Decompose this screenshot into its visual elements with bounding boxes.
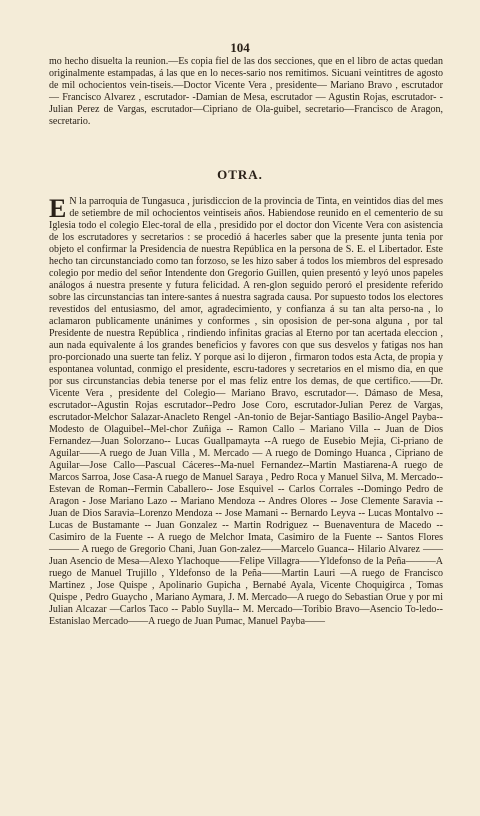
main-paragraph: N la parroquia de Tungasuca , jurisdiccion de la provincia de Tinta, en veintidos dias del mes de setiembre de mil ochocientos veintiseis años. Habiendose reunido en el cementerio de su Iglesia todo el colegio Elec-toral de ella , presidido por el doctor don Vicente Vera con asistencia de los escrutadores y secretarios : se procedió á hacerles saber que la presente junta tenia por objeto el confirmar la Presidencia de nuestra República en la persona de S. E. el Libertador. Este hecho tan circunstanciado como tan forzoso, se les hizo saber á todos los miembros del espresado colegio por medio del señor Intendente don Gregorio Guillen, quien presentó y leyó unos papeles análogos á nuestra presente y futura felicidad. A ren-glon seguido peroró el presidente referido sobre las circunstancias tan intere-santes á nuestra sagrada causa. Por supuesto todos los electores revestidos del entusiasmo, del amor, agradecimiento, y confianza á su tan alta perso-na , lo aclamaron publicamente unánimes y conformes , sin oposision de per-sona alguna , por tal Presidente de nuestra República , rindiendo infinitas gracias al Eterno por tan acertada eleccion , aun nada equivalente á los grandes beneficios y favores con que sus desvelos y fatigas nos han pro-porcionado una suerte tan feliz. Y porque asi lo dijeron , firmaron todos esta Acta, de propia y espontanea voluntad, conmigo el presidente, escru-tadores y secretarios en el mismo dia, en que por sus circunstancias debia tenerse por el mas feliz entre los demas, de que certifico.——Dr. Vicente Vera , presidente del Colegio— Mariano Bravo, escrutador—. Dámaso de Mesa, escrutador--Agustin Rojas escrutador--Pedro Jose Coro, escrutador-Julian Perez de Vargas, escrutador-Melchor Salazar-Anacleto Rengel -An-tonio de Bejar-Santiago Basilio-Angel Payba--Modesto de Olaguibel--Mel-chor Zuñiga -- Ramon Callo – Mariano Villa -- Juan de Dios Fernandez—Juan Solorzano-- Lucas Guallpamayta --A ruego de Eusebio Mejia, Ci-priano de Aguilar——A ruego de Juan Villa , M. Mercado — A ruego de Domingo Huanca , Cipriano de Aguilar—Jose Callo—Pascual Cáceres--Ma-nuel Fernandez--Martin Mastiarena-A ruego de Marcos Sarroa, Jose Casa-A ruego de Manuel Saraya , Pedro Roca y Manuel Silva, M. Mercado--Estevan de Roman--Fermin Caballero-- Jose Esquivel -- Carlos Corrales --Domingo Pedro de Aragon - Jose Mariano Lazo -- Mariano Mendoza -- Andres Olores -- Jose Clemente Saravia -- Juan de Dios Saravia–Lorenzo Mendoza -- Jose Mamani -- Bernardo Leyva -- Lucas Montalvo -- Lucas de Bustamante -- Juan Gonzalez -- Martin Rodriguez -- Buenaventura de Macedo -- Casimiro de la Fuente -- A ruego de Melchor Imata, Casimiro de la Fuente -- Santos Flores ——— A ruego de Gregorio Chani, Juan Gon-zalez——Marcelo Guanca-- Hilario Alvarez ——Juan Asencio de Mesa—Alexo Ylachoque——Felipe Villagra——Yldefonso de la Peña———A ruego de Manuel Trujillo , Yldefonso de la Peña——Martin Lauri —A ruego de Francisco Martinez , Jose Quispe , Apolinario Gupicha , Bernabé Ayala, Vicente Choquigirca , Tomas Quispe , Pedro Guaycho , Mariano Aymara, J. M. Mercado—A ruego do Sebastian Orue y por mi Julian Alcazar —Carlos Taco -- Pablo Suylla-- M. Mercado—Toribio Bravo—Asencio To-ledo-- Estanislao Mercado——A ruego de Juan Pumac, Manuel Payba—— bbox=[49, 196, 443, 627]
page-number: 104 bbox=[230, 40, 250, 55]
main-paragraph-block bbox=[49, 196, 443, 628]
drop-cap: E bbox=[49, 194, 67, 223]
top-paragraph-block bbox=[49, 56, 443, 128]
top-paragraph: mo hecho disuelta la reunion.—Es copia fiel de las dos secciones, que en el libro de actas quedan originalmente estampadas, á las que en lo neces-sario nos remitimos. Sicuani veintitres de agosto de mil ochocientos vein-tiseis.—Doctor Vicente Vera , presidente— Mariano Bravo , escrutador — Francisco Alvarez , escrutador- -Damian de Mesa, escrutador — Agustin Rojas, escrutador- -Julian Perez de Vargas, escrutador—Cipriano de Ola-guibel, secretario—Francisco de Aragon, secretario. bbox=[49, 56, 443, 127]
section-title: OTRA. bbox=[217, 167, 263, 182]
